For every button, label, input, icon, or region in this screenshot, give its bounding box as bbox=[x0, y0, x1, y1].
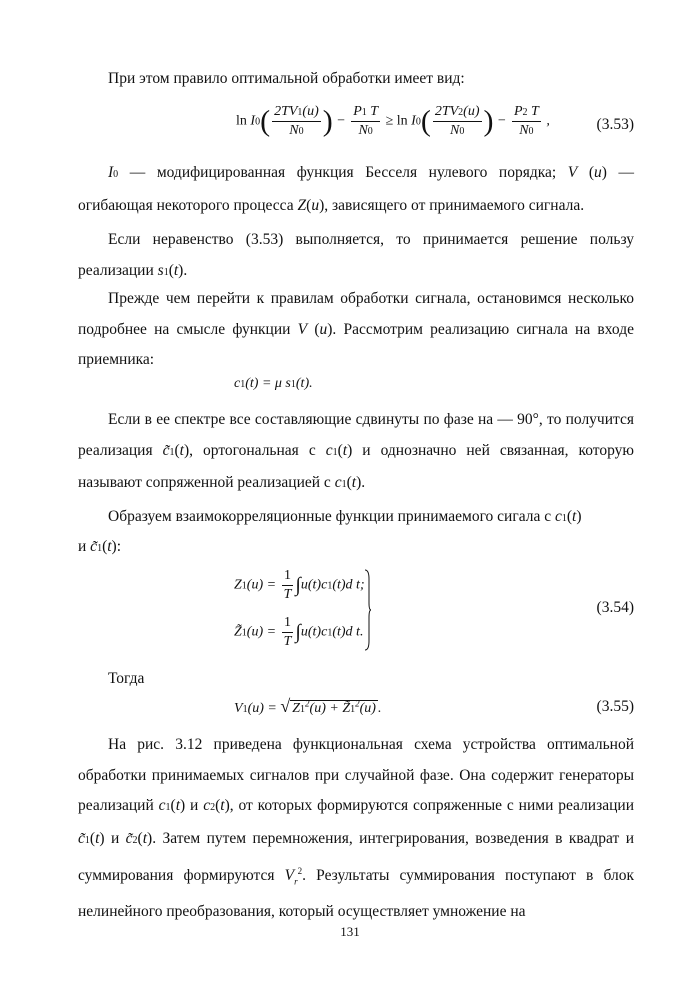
paragraph-conjugate-text-a: Если в ее спектре все составляющие сдвинуты по фазе на — 90°, то получится реализация bbox=[78, 411, 634, 459]
paragraph-correlation-text-b: и bbox=[78, 538, 91, 555]
paragraph-function-text-a: Прежде чем перейти к правилам обработки сигнала, остановимся несколько подробнее на смысле функции bbox=[78, 290, 634, 338]
paragraph-scheme: На рис. 3.12 приведена функциональная схема устройства оптимальной обработки принимаемых сигналов при случайной фазе. Она содержит генераторы реализаций c1(t) и c2(t), от которых формируются сопряженные с ними реализации c̃1(t) и c̃2(t). Затем путем перемножения, интегрирования, возведения в квадрат и суммирования формируются $V_r^2$. Результаты суммирования поступают в блок нелинейного преобразования, который осуществляет умножение на bbox=[78, 736, 635, 920]
paragraph-conjugate-text-c: и однозначно ней связанная, которую называют сопряженной реализацией с bbox=[78, 441, 634, 491]
equation-3-55: V1(u) = √ $Z1^2(u)$ + $Z̃1^2(u)$ . bbox=[234, 696, 382, 716]
equation-number-3-53: (3.53) bbox=[596, 116, 634, 133]
paragraph-conjugate: Если в ее спектре все составляющие сдвинуты по фазе на — 90°, то получится реализация c̃1(t), ортогональная с c1(t) и однозначно ней связанная, которую называют сопряженной реализацией с c1(t). bbox=[78, 411, 634, 491]
paragraph-scheme-text-e: . Затем путем перемножения, интегрирования, возведения в квадрат и суммирования формируются bbox=[78, 829, 634, 885]
paragraph-bessel: I0 — модифицированная функция Бесселя нулевого порядка; V (u) — огибающая некоторого процесса Z(u), зависящего от принимаемого сигнала. bbox=[78, 164, 634, 214]
paragraph-scheme-text-f: . Результаты суммирования поступают в блок нелинейного преобразования, который осуществляет умножение на bbox=[78, 867, 635, 920]
paragraph-correlation: Образуем взаимокорреляционные функции принимаемого сигала с c1(t) bbox=[108, 508, 582, 525]
paragraph-correlation-text-a: Образуем взаимокорреляционные функции принимаемого сигала с bbox=[108, 508, 555, 525]
paragraph-scheme-text-b: и bbox=[185, 797, 204, 814]
equation-received-signal: c1(t) = μ s1(t). bbox=[234, 376, 313, 391]
paragraph-decision-text: Если неравенство (3.53) выполняется, то принимается решение пользу реализации bbox=[78, 231, 634, 279]
paragraph-function-text-b: . Рассмотрим реализацию сигнала на входе приемника: bbox=[78, 320, 634, 368]
equation-number-3-54: (3.54) bbox=[596, 599, 634, 616]
paragraph-then-text: Тогда bbox=[108, 670, 145, 687]
paragraph-scheme-text-d: и bbox=[104, 829, 126, 847]
equation-3-53: ln I0( $\frac{2TV1(u)}{N0}$ ) − $\frac{P1 T}{N0}$ ≥ ln I0( $\frac{2TV2(u)}{N0}$ ) − $\frac{P2 T}{N0}$ , bbox=[236, 104, 550, 138]
paragraph-function: Прежде чем перейти к правилам обработки сигнала, остановимся несколько подробнее на смысле функции V (u). Рассмотрим реализацию сигнала на входе приемника: bbox=[78, 290, 634, 368]
paragraph-conjugate-text-b: ортогональная с bbox=[193, 441, 326, 459]
paragraph-correlation-cont: и c̃1(t): bbox=[78, 538, 122, 555]
paragraph-scheme-text-a: На рис. 3.12 приведена функциональная схема устройства оптимальной обработки принимаемых сигналов при случайной фазе. Она содержит генераторы реализаций bbox=[78, 736, 634, 814]
paragraph-bessel-text-a: — модифицированная функция Бесселя нулевого порядка; bbox=[118, 164, 568, 181]
paragraph-intro bbox=[78, 64, 634, 95]
right-brace bbox=[364, 569, 371, 651]
paragraph-bessel-text-c: зависящего от принимаемого сигнала. bbox=[328, 196, 585, 214]
page-number: 131 bbox=[340, 924, 360, 939]
equation-3-54-line-2: Z̃1(u) = $\frac{1}{T}$ ∫u(t)c1(t)d t. bbox=[234, 615, 364, 649]
paragraph-decision: Если неравенство (3.53) выполняется, то принимается решение пользу реализации s1(t). bbox=[78, 231, 634, 279]
paragraph-then bbox=[78, 664, 634, 695]
paragraph-scheme-text-c: , от которых формируются сопряженные с ними реализации bbox=[229, 797, 634, 814]
paragraph-bessel-text-b: — огибающая некоторого процесса bbox=[78, 164, 634, 214]
equation-number-3-55: (3.55) bbox=[596, 698, 634, 715]
equation-3-54-line-1: Z1(u) = $\frac{1}{T}$ ∫u(t)c1(t)d t; bbox=[234, 568, 365, 602]
paragraph-intro-text: При этом правило оптимальной обработки имеет вид: bbox=[108, 70, 465, 87]
